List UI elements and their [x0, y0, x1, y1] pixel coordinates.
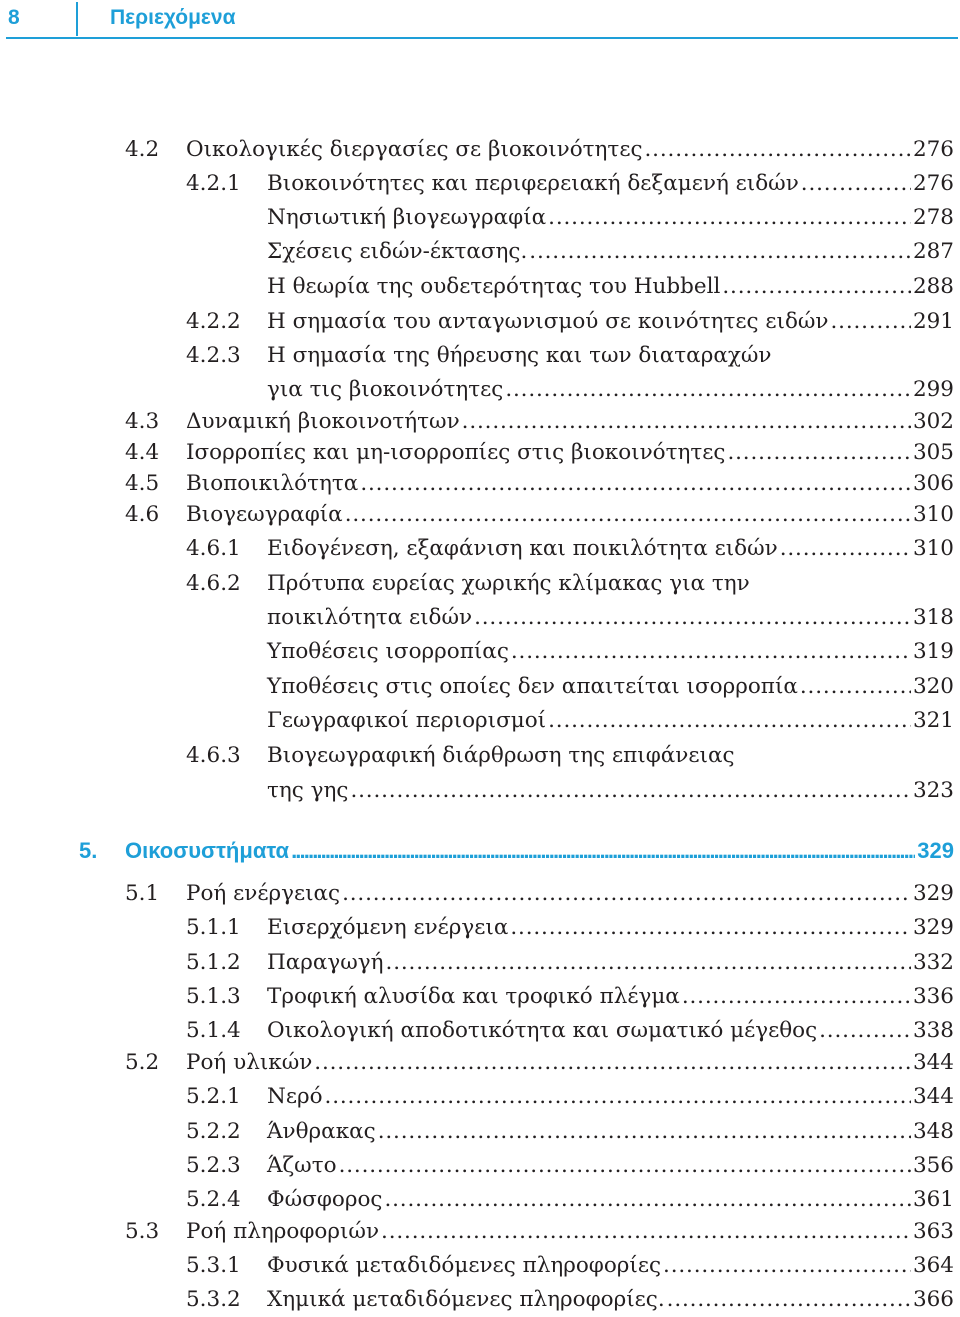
toc-entry-title: Άνθρακας: [267, 1119, 376, 1144]
toc-entry-leader: [186, 467, 954, 501]
toc-entry-leader: [267, 167, 954, 201]
toc-entry: [0, 980, 960, 1014]
dot-leader: [722, 270, 911, 304]
toc-entry-title: Τροφική αλυσίδα και τροφικό πλέγμα: [267, 984, 680, 1009]
toc-entry-title: Φυσικά μεταδιδόμενες πληροφορίες: [267, 1253, 662, 1278]
dot-leader: [800, 670, 911, 704]
toc-entry-title: Βιοποικιλότητα: [186, 471, 359, 496]
toc-entry-leader: [267, 1183, 954, 1217]
dot-leader: [663, 1249, 911, 1283]
toc-entry-title: Δυναμική βιοκοινοτήτων: [186, 409, 460, 434]
toc-entry-leader: [267, 1283, 954, 1317]
toc-entry-number: 5.2.3: [186, 1153, 241, 1178]
dot-leader: [384, 1183, 910, 1217]
dot-leader: [727, 436, 911, 470]
dot-leader: [339, 1149, 911, 1183]
toc-entry: [0, 436, 960, 470]
toc-entry: [0, 201, 960, 235]
toc-entry-leader: [267, 1115, 954, 1149]
toc-entry-title: Η θεωρία της ουδετερότητας του Hubbell: [267, 274, 721, 299]
page-number: 8: [8, 6, 20, 29]
toc-entry-number: 4.2.1: [186, 171, 241, 196]
toc-entry-title: Βιογεωγραφική διάρθρωση της επιφάνειας: [267, 743, 735, 768]
toc-chapter-number: 5.: [79, 838, 98, 863]
toc-entry-title: Εισερχόμενη ενέργεια: [267, 915, 509, 940]
toc-entry-number: 5.2.1: [186, 1084, 241, 1109]
toc-entry-page: 361: [912, 1187, 954, 1212]
toc-entry: [0, 1115, 960, 1149]
toc-entry-leader: [267, 946, 954, 980]
toc-entry-page: 336: [912, 984, 954, 1009]
toc-entry-leader: [267, 911, 954, 945]
toc-entry-title: Παραγωγή: [267, 950, 384, 975]
toc-entry-number: 5.1: [125, 881, 160, 906]
dot-leader: [345, 498, 911, 532]
toc-entry-title: Νησιωτική βιογεωγραφία: [267, 205, 547, 230]
toc-entry: [0, 670, 960, 704]
dot-leader: [511, 635, 911, 669]
toc-entry-page: 276: [912, 171, 954, 196]
toc-entry-page: 366: [912, 1287, 954, 1312]
toc-entry-leader: [186, 133, 954, 167]
toc-entry-number: 5.3: [125, 1219, 160, 1244]
toc-entry: [0, 270, 960, 304]
dot-leader: [819, 1014, 911, 1048]
toc-entry-leader: [125, 834, 954, 868]
toc-entry-leader: [267, 1149, 954, 1183]
toc-entry-leader: [267, 532, 954, 566]
dot-leader: [462, 405, 911, 439]
toc-entry-leader: [267, 601, 954, 635]
toc-entry-leader: [267, 305, 954, 339]
toc-entry-leader: [267, 373, 954, 407]
toc-entry-page: 338: [912, 1018, 954, 1043]
dot-leader: [350, 774, 911, 808]
toc-chapter-title: Οικοσυστήματα: [125, 838, 290, 863]
toc-entry-number: 4.6: [125, 502, 160, 527]
toc-entry: [0, 877, 960, 911]
toc-entry-leader: [267, 270, 954, 304]
toc-entry-page: 329: [912, 881, 954, 906]
toc-entry-number: 5.3.1: [186, 1253, 241, 1278]
toc-entry-title: Ροή ενέργειας: [186, 881, 341, 906]
dot-leader: [342, 877, 911, 911]
toc-entry-number: 5.2.4: [186, 1187, 241, 1212]
toc-entry: [0, 739, 960, 773]
toc-entry-title: Σχέσεις ειδών-έκτασης.: [267, 239, 528, 264]
toc-entry-page: 319: [912, 639, 954, 664]
toc-entry-page: 287: [912, 239, 954, 264]
dot-leader: [645, 133, 911, 167]
toc-entry-leader: [186, 877, 954, 911]
dot-leader: [314, 1046, 911, 1080]
toc-entry: [0, 498, 960, 532]
toc-entry-title: Οικολογική αποδοτικότητα και σωματικό μέγεθος: [267, 1018, 818, 1043]
toc-entry-number: 4.2: [125, 137, 160, 162]
toc-entry: [0, 1183, 960, 1217]
dot-leader: [801, 167, 911, 201]
dot-leader: [667, 1283, 911, 1317]
toc-entry-leader: [267, 1080, 954, 1114]
toc-entry-page: 310: [912, 502, 954, 527]
dot-leader: [529, 235, 911, 269]
dot-leader: [505, 373, 911, 407]
toc-entry-leader: [186, 405, 954, 439]
toc-entry-title: Γεωγραφικοί περιορισμοί: [267, 708, 547, 733]
toc-entry-title: της γης: [267, 778, 349, 803]
toc-entry-title: Υποθέσεις ισορροπίας: [267, 639, 509, 664]
toc-entry: [0, 911, 960, 945]
toc-entry-page: 344: [912, 1084, 954, 1109]
toc-entry-page: 306: [912, 471, 954, 496]
toc-entry-page: 318: [912, 605, 954, 630]
toc-entry: [0, 167, 960, 201]
toc-entry-number: 5.3.2: [186, 1287, 241, 1312]
toc-entry: [0, 1215, 960, 1249]
toc-entry-number: 4.6.1: [186, 536, 241, 561]
toc-entry: [0, 946, 960, 980]
dot-leader: [548, 704, 911, 738]
toc-entry-title: Υποθέσεις στις οποίες δεν απαιτείται ισορροπία: [267, 674, 798, 699]
toc-entry-page: 321: [912, 708, 954, 733]
toc-entry-leader: [186, 498, 954, 532]
toc-entry-leader: [186, 436, 954, 470]
toc-entry-number: 5.1.3: [186, 984, 241, 1009]
toc-entry: [0, 1283, 960, 1317]
toc-entry-leader: [267, 774, 954, 808]
toc-entry-page: 323: [912, 778, 954, 803]
toc-entry-number: 4.4: [125, 440, 160, 465]
toc-entry-title: ποικιλότητα ειδών: [267, 605, 473, 630]
toc-entry: [0, 305, 960, 339]
toc-entry: [0, 1249, 960, 1283]
toc-entry-page: 356: [912, 1153, 954, 1178]
toc-entry-title: Ροή πληροφοριών: [186, 1219, 380, 1244]
toc-entry-title: Άζωτο: [267, 1153, 337, 1178]
toc-entry-title: Ειδογένεση, εξαφάνιση και ποικιλότητα ειδών: [267, 536, 778, 561]
toc-entry-leader: [267, 1249, 954, 1283]
toc-entry-leader: [267, 704, 954, 738]
toc-entry-title: Πρότυπα ευρείας χωρικής κλίμακας για την: [267, 571, 750, 596]
toc-entry-page: 299: [912, 377, 954, 402]
toc-entry-title: Βιογεωγραφία: [186, 502, 343, 527]
dot-leader: [831, 305, 911, 339]
dot-leader: [548, 201, 911, 235]
toc-chapter: [0, 834, 960, 868]
toc-entry-leader: [267, 235, 954, 269]
dot-leader: [780, 532, 911, 566]
toc-entry-page: 288: [912, 274, 954, 299]
toc-entry-number: 4.6.3: [186, 743, 241, 768]
toc-entry-title: Ροή υλικών: [186, 1050, 313, 1075]
toc-entry-leader: [267, 670, 954, 704]
dot-leader: [291, 834, 915, 868]
toc-entry: [0, 635, 960, 669]
toc-entry-title: Χημικά μεταδιδόμενες πληροφορίες.: [267, 1287, 665, 1312]
toc-entry: [0, 532, 960, 566]
toc-entry-leader: [267, 201, 954, 235]
toc-entry-number: 4.2.2: [186, 309, 241, 334]
toc-entry: [0, 567, 960, 601]
toc-entry: [0, 1080, 960, 1114]
toc-entry-page: 320: [912, 674, 954, 699]
toc-entry-leader: [267, 635, 954, 669]
toc-entry-leader: [267, 1014, 954, 1048]
toc-entry-page: 363: [912, 1219, 954, 1244]
dot-leader: [381, 1215, 911, 1249]
toc-entry-number: 5.2.2: [186, 1119, 241, 1144]
toc-entry-page: 291: [912, 309, 954, 334]
toc-entry-page: 332: [912, 950, 954, 975]
toc-entry-leader: [267, 980, 954, 1014]
toc-entry-title: Ισορροπίες και μη-ισορροπίες στις βιοκοινότητες: [186, 440, 726, 465]
toc-chapter-page: 329: [917, 838, 954, 863]
toc-entry: [0, 373, 960, 407]
toc-entry: [0, 235, 960, 269]
dot-leader: [510, 911, 911, 945]
toc-entry-number: 5.2: [125, 1050, 160, 1075]
toc-entry-page: 302: [912, 409, 954, 434]
toc-entry: [0, 339, 960, 373]
toc-entry-number: 5.1.4: [186, 1018, 241, 1043]
toc-entry-page: 310: [912, 536, 954, 561]
toc-entry-page: 278: [912, 205, 954, 230]
toc-entry-title: Οικολογικές διεργασίες σε βιοκοινότητες: [186, 137, 643, 162]
toc-entry-number: 4.5: [125, 471, 160, 496]
toc-entry: [0, 601, 960, 635]
toc-entry: [0, 1046, 960, 1080]
toc-entry-leader: [186, 1046, 954, 1080]
toc-entry-title: Η σημασία του ανταγωνισμού σε κοινότητες ειδών: [267, 309, 829, 334]
toc-entry-title: Φώσφορος: [267, 1187, 383, 1212]
toc-entry-title: Η σημασία της θήρευσης και των διαταραχών: [267, 343, 772, 368]
toc-entry-leader: [186, 1215, 954, 1249]
toc-entry-page: 348: [912, 1119, 954, 1144]
dot-leader: [325, 1080, 911, 1114]
toc-entry: [0, 405, 960, 439]
toc-entry: [0, 467, 960, 501]
dot-leader: [682, 980, 911, 1014]
toc-entry-page: 364: [912, 1253, 954, 1278]
toc-entry-page: 344: [912, 1050, 954, 1075]
toc-entry-title: για τις βιοκοινότητες: [267, 377, 504, 402]
dot-leader: [378, 1115, 911, 1149]
toc-entry-title: Βιοκοινότητες και περιφερειακή δεξαμενή ειδών: [267, 171, 799, 196]
toc-entry: [0, 1149, 960, 1183]
dot-leader: [474, 601, 911, 635]
toc-entry: [0, 774, 960, 808]
toc-entry-number: 4.2.3: [186, 343, 241, 368]
header-title: Περιεχόμενα: [110, 6, 236, 29]
toc-entry: [0, 1014, 960, 1048]
toc-entry-number: 4.3: [125, 409, 160, 434]
toc-entry-title: Νερό: [267, 1084, 323, 1109]
toc-entry-number: 5.1.2: [186, 950, 241, 975]
dot-leader: [386, 946, 911, 980]
toc-entry: [0, 704, 960, 738]
toc-entry-page: 276: [912, 137, 954, 162]
toc-entry-number: 5.1.1: [186, 915, 241, 940]
dot-leader: [360, 467, 911, 501]
toc-entry-page: 329: [912, 915, 954, 940]
toc-entry-page: 305: [912, 440, 954, 465]
toc-entry: [0, 133, 960, 167]
toc-entry-number: 4.6.2: [186, 571, 241, 596]
